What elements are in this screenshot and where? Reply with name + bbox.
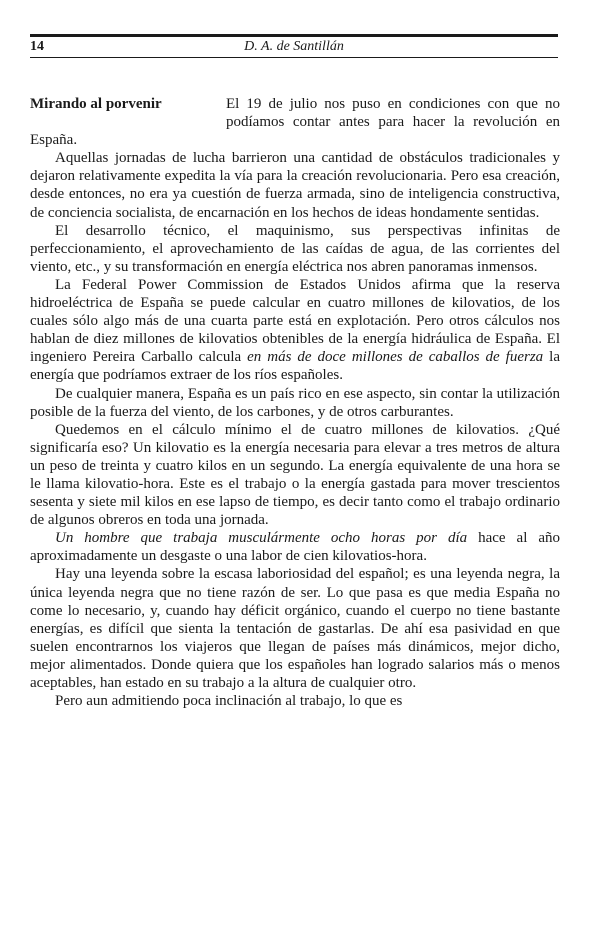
paragraph-5: De cualquier manera, España es un país rico en ese aspecto, sin contar la utilización posible de la fuerza del viento, de los carbones, y de otros carburantes. [30,385,560,420]
paragraph-9: Pero aun admitiendo poca inclinación al trabajo, lo que es [55,693,403,710]
paragraph-8: Hay una leyenda sobre la escasa laboriosidad del español; es una leyenda negra, la única leyenda negra que no tiene razón de ser. Lo que pasa es que media España no come lo necesario, y, cuando hay déficit orgánico, cuando el cuerpo no tiene bastante energías, es difícil que sienta la tentación de gastarlas. De ahí esa pasividad en que suelen encontrarnos los viajeros que llegan de países más dinámicos, mejor dicho, mejor alimentados. Donde quiera que los españoles han logrado salarios más o menos aceptables, han estado en su trabajo a la altura de cualquier otro. [30,566,560,691]
page-number: 14 [30,39,44,54]
section-heading: Mirando al porvenir [30,96,162,112]
running-title: D. A. de Santillán [244,39,344,54]
page-header [30,34,558,56]
paragraph-1: El 19 de julio nos puso en condiciones con que no podíamos contar antes para hacer la revolución en España. [30,96,560,149]
paragraph-6: Quedemos en el cálculo mínimo el de cuatro millones de kilovatios. ¿Qué significaría eso? Un kilovatio es la energía necesaria para elevar a tres metros de altura un peso de treinta y cuatro kilos en un segundo. La energía equivalente de una hora se le llama kilovatio-hora. Este es el trabajo o la energía gastada para mover trescientos sesenta y siete mil kilos en ese lapso de tiempo, es decir tanto como el trabajo ordinario de algunos obreros en toda una jornada. [30,421,560,529]
paragraph-4-text-before: La Federal Power Commission de Estados Unidos afirma que la reserva hidroeléctrica de España se puede calcular en cuatro millones de kilovatios, de los cuales sólo algo más de una cuarta parte está en explotación. Pero otros cálculos nos hablan de diez millones de kilovatios obtenibles de la energía hidráulica de España. El ingeniero Pereira Carballo calcula [30,276,560,366]
paragraph-7 [30,529,560,565]
paragraph-7-text-after: hace al año aproximadamente un desgaste o una labor de cien kilovatios-hora. [30,530,560,565]
paragraph-4 [30,276,560,385]
body-text [30,95,560,710]
header-top-rule [30,34,558,37]
paragraph-4-text-after: la energía que podríamos extraer de los ríos españoles. [30,349,560,384]
header-bottom-rule [30,57,558,58]
paragraph-3: El desarrollo técnico, el maquinismo, sus perspectivas infinitas de perfeccionamiento, el aprovechamiento de las caídas de agua, de las corrientes del viento, etc., y su transformación en energía eléctrica nos abren panoramas inmensos. [30,222,560,275]
paragraph-7-emphasis: Un hombre que trabaja musculármente ocho horas por día [55,530,468,547]
paragraph-4-emphasis: en más de doce millones de caballos de fuerza [247,349,544,366]
paragraph-2: Aquellas jornadas de lucha barrieron una cantidad de obstáculos tradicionales y dejaron relativamente expedita la vía para la creación revolucionaria. Pero esa creación, desde entonces, no era ya cuestión de fuerza armada, sino de inteligencia constructiva, de conciencia socialista, de encarnación en los hechos de ideas hondamente sentidas. [30,150,560,221]
